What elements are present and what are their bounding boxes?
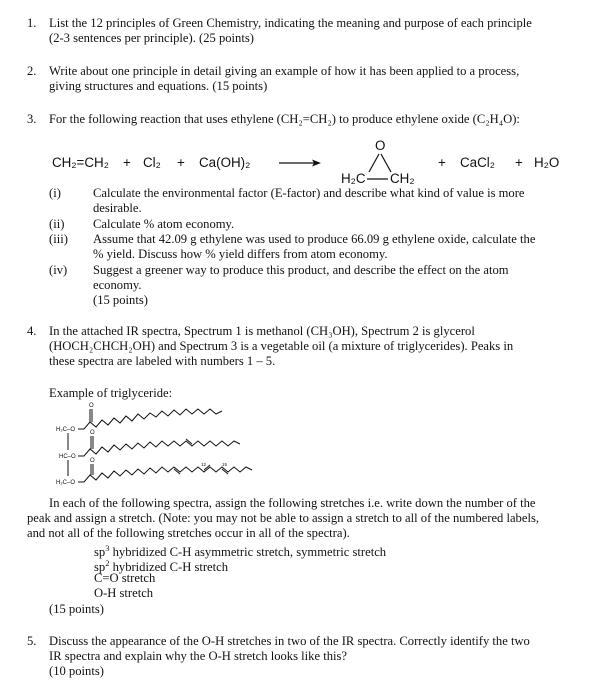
plus-sign: + <box>515 155 523 170</box>
part-text: Calculate the environmental factor (E-factor) and describe what kind of value is more <box>93 186 525 200</box>
points-label: (15 points) <box>49 602 104 616</box>
question-2-line-1: Write about one principle in detail giving an example of how it has been applied to a process, <box>49 64 520 78</box>
question-2-number: 2. <box>27 64 37 78</box>
question-5-line-1: Discuss the appearance of the O-H stretches in two of the IR spectra. Correctly identify the two <box>49 634 530 648</box>
plus-sign: + <box>438 155 446 170</box>
q4-instruction-line-3: and not all of the following stretches occur in all of the spectra). <box>27 526 350 540</box>
glyceride-group-text: H₂C–O <box>56 427 75 433</box>
q4-instruction-line-2: peak and assign a stretch. (Note: you may not be able to assign a stretch to all of the numbered labels, <box>27 511 539 525</box>
carbon-number-text: 15 <box>222 462 228 467</box>
question-5-line-2: IR spectra and explain why the O-H stretch looks like this? <box>49 649 347 663</box>
question-5-number: 5. <box>27 634 37 648</box>
triglyceride-structure-icon <box>50 400 275 485</box>
epoxide-oxygen: O <box>375 138 386 153</box>
question-2-line-2: giving structures and equations. (15 points) <box>49 79 268 93</box>
plus-sign: + <box>177 155 185 170</box>
plus-sign: + <box>123 155 131 170</box>
stretch-item: $sp^2$ hybridized C-H stretch <box>94 558 229 574</box>
part-text: economy. <box>93 278 142 292</box>
stretch-item: $sp^3$ hybridized C-H asymmetric stretch, symmetric stretch <box>94 543 387 559</box>
part-text: Calculate % atom economy. <box>93 217 235 231</box>
question-1-number: 1. <box>27 16 37 30</box>
question-1-line-1: List the 12 principles of Green Chemistry, indicating the meaning and purpose of each principle <box>49 16 532 30</box>
carbonyl-oxygen-text: O <box>89 403 94 409</box>
part-text: Suggest a greener way to produce this product, and describe the effect on the atom <box>93 263 509 277</box>
epoxide-cc-bond-icon <box>367 176 389 182</box>
carbonyl-oxygen-text: O <box>90 458 95 464</box>
part-label: (ii) <box>49 217 65 231</box>
stretch-item: O-H stretch <box>94 586 154 600</box>
epoxide-left-carbon: H₂C <box>341 171 366 186</box>
carbonyl-oxygen-text: O <box>90 430 95 436</box>
part-label: (i) <box>49 186 61 200</box>
question-1-line-2: (2-3 sentences per principle). (25 points) <box>49 31 254 45</box>
part-label: (iii) <box>49 232 68 246</box>
reactant-ethylene: CH₂=CH₂ <box>52 155 109 170</box>
points-label: (15 points) <box>93 293 148 307</box>
triglyceride-label: Example of triglyceride: <box>49 386 173 400</box>
reaction-arrow-icon <box>278 158 322 168</box>
glyceride-group-text: H₂C–O <box>56 480 75 485</box>
reactant-calcium-hydroxide: Ca(OH)₂ <box>199 155 251 170</box>
part-text: desirable. <box>93 201 142 215</box>
glyceride-group-text: HC–O <box>59 454 76 460</box>
question-3-intro: For the following reaction that uses ethylene (CH₂=CH₂) to produce ethylene oxide (C₂H₄O): <box>49 112 520 126</box>
question-4-line-3: these spectra are labeled with numbers 1 – 5. <box>49 354 276 368</box>
reactant-chlorine: Cl₂ <box>143 155 161 170</box>
stretch-item: C=O stretch <box>94 571 156 585</box>
question-4-line-1: In the attached IR spectra, Spectrum 1 is methanol (CH₃OH), Spectrum 2 is glycerol <box>49 324 475 338</box>
question-3-number: 3. <box>27 112 37 126</box>
carbon-number-text: 12 <box>201 462 207 467</box>
part-label: (iv) <box>49 263 68 277</box>
question-5-line-3: (10 points) <box>49 664 104 678</box>
question-4-number: 4. <box>27 324 37 338</box>
part-text: Assume that 42.09 g ethylene was used to produce 66.09 g ethylene oxide, calculate the <box>93 232 536 246</box>
question-4-line-2: (HOCH₂CHCH₂OH) and Spectrum 3 is a vegetable oil (a mixture of triglycerides). Peaks in <box>49 339 514 353</box>
product-calcium-chloride: CaCl₂ <box>460 155 495 170</box>
epoxide-right-carbon: CH₂ <box>390 171 415 186</box>
product-water: H₂O <box>534 155 560 170</box>
q4-instruction-line-1: In each of the following spectra, assign the following stretches i.e. write down the number of the <box>49 496 536 510</box>
part-text: % yield. Discuss how % yield differs from atom economy. <box>93 247 388 261</box>
